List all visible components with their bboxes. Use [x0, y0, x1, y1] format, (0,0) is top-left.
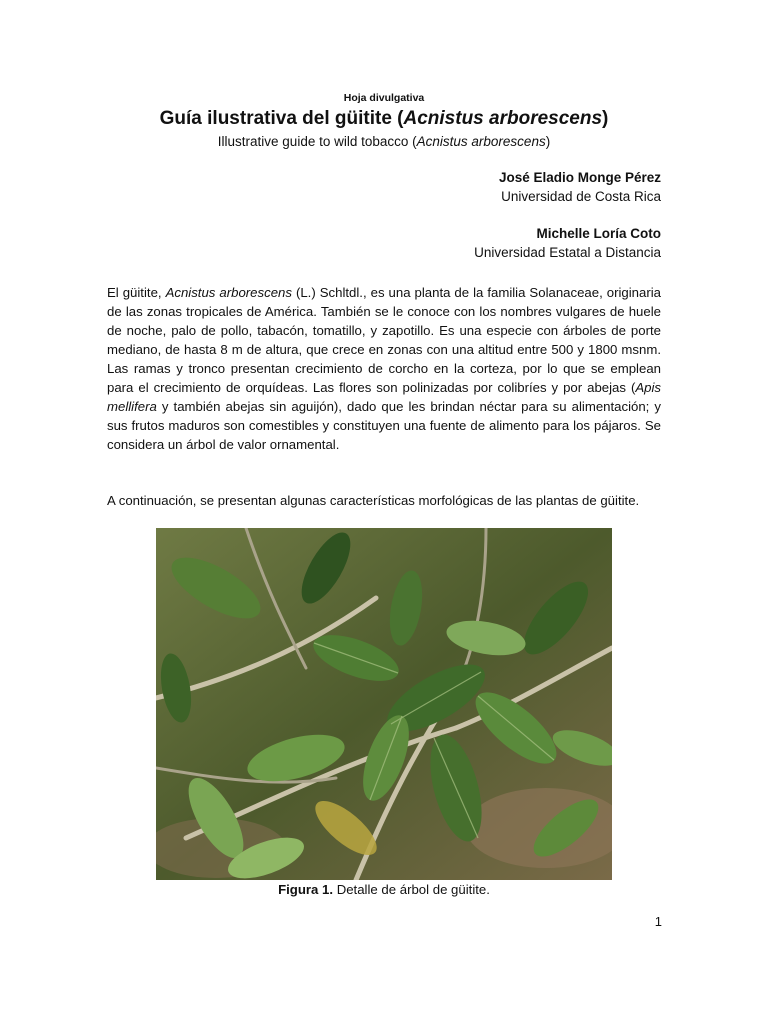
subtitle-text: Illustrative guide to wild tobacco ( — [217, 134, 417, 149]
intro-paragraph — [107, 283, 661, 454]
document-subtitle — [0, 134, 768, 149]
author-name-1: José Eladio Monge Pérez — [498, 170, 661, 185]
author-name-2: Michelle Loría Coto — [536, 226, 661, 241]
intro-bee-species: Apis mellifera — [107, 380, 661, 414]
author-block-2 — [474, 226, 661, 260]
title-text: Guía ilustrativa del güitite ( — [159, 108, 404, 129]
document-title — [0, 108, 768, 130]
document-kicker: Hoja divulgativa — [343, 92, 425, 104]
subtitle-species: Acnistus arborescens — [416, 134, 546, 149]
figure-photo — [156, 528, 612, 880]
figure-caption — [0, 882, 768, 897]
author-affiliation-2: Universidad Estatal a Distancia — [474, 245, 661, 260]
intro-text-3: y también abejas sin aguijón), dado que les brindan néctar para su alimentación; y sus frutos maduros son comestibles y constituyen una fuente de alimento para los pájaros. Se considera un árbol de valor ornamental. — [107, 399, 661, 452]
author-block-1 — [499, 170, 661, 204]
author-affiliation-1: Universidad de Costa Rica — [501, 189, 661, 204]
intro-text-1: El güitite, — [107, 285, 166, 300]
continuation-paragraph: A continuación, se presentan algunas características morfológicas de las plantas de güitite. — [107, 493, 640, 508]
leaves-photo-illustration — [156, 528, 612, 880]
caption-text: Detalle de árbol de güitite. — [333, 882, 490, 897]
title-species: Acnistus arborescens — [403, 108, 603, 129]
caption-label: Figura 1. — [278, 882, 334, 897]
page-number: 1 — [654, 914, 662, 929]
subtitle-close: ) — [545, 134, 551, 149]
title-close: ) — [602, 108, 609, 129]
intro-species: Acnistus arborescens — [165, 285, 292, 300]
intro-text-2: (L.) Schltdl., es una planta de la familia Solanaceae, originaria de las zonas tropicales de América. También se le conoce con los nombres vulgares de huele de noche, palo de pollo, tabacón, tomatillo, y zapotillo. Es una especie con árboles de porte mediano, de hasta 8 m de altura, que crece en zonas con una altitud entre 500 y 1800 msnm. Las ramas y tronco presentan crecimiento de corcho en la corteza, por lo que se emplean para el crecimiento de orquídeas. Las flores son polinizadas por colibríes y por abejas ( — [107, 285, 661, 395]
